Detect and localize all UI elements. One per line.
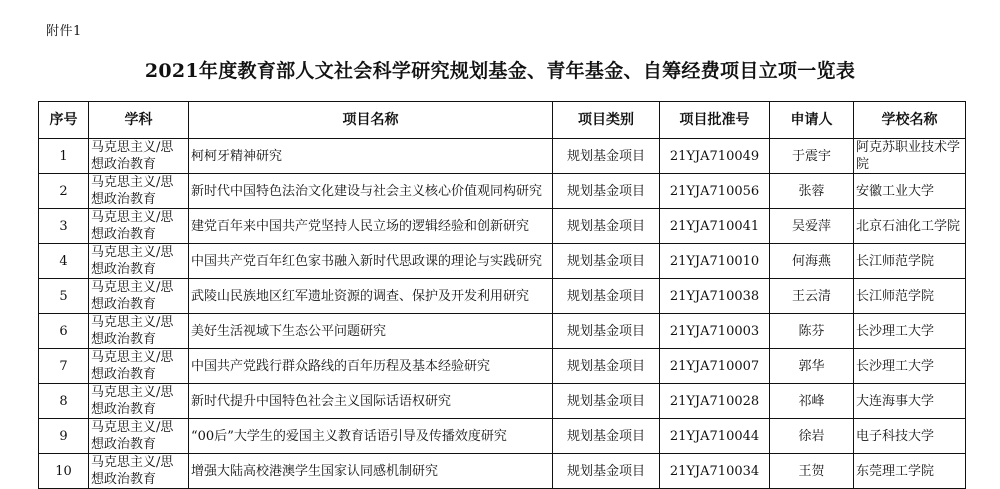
cell-project-type-text: 规划基金项目 <box>566 323 645 339</box>
cell-subject-text: 马克思主义/思想政治教育 <box>91 140 174 172</box>
cell-project-name <box>189 314 553 349</box>
cell-subject-text: 马克思主义/思想政治教育 <box>91 245 174 277</box>
cell-school-text: 长江师范学院 <box>856 288 935 304</box>
cell-project-name-text: 柯柯牙精神研究 <box>191 148 283 164</box>
cell-school <box>854 349 966 384</box>
header-school: 学校名称 <box>854 102 966 139</box>
cell-num <box>39 244 89 279</box>
cell-project-name-text: 建党百年来中国共产党坚持人民立场的逻辑经验和创新研究 <box>191 218 530 234</box>
cell-subject-text: 马克思主义/思想政治教育 <box>91 455 174 487</box>
cell-school <box>854 384 966 419</box>
table-row <box>39 279 966 314</box>
cell-approval-number <box>660 419 770 454</box>
cell-applicant-text: 祁峰 <box>798 393 825 409</box>
cell-approval-number-text: 21YJA710010 <box>669 253 760 269</box>
cell-subject <box>89 384 189 419</box>
cell-school <box>854 174 966 209</box>
cell-project-name <box>189 139 553 174</box>
cell-subject-text: 马克思主义/思想政治教育 <box>91 385 174 417</box>
cell-subject-text: 马克思主义/思想政治教育 <box>91 315 174 347</box>
cell-num-text: 4 <box>59 253 68 269</box>
cell-project-type <box>553 279 660 314</box>
cell-num-text: 10 <box>55 463 72 479</box>
cell-project-type-text: 规划基金项目 <box>566 218 645 234</box>
cell-approval-number-text: 21YJA710038 <box>669 288 760 304</box>
cell-approval-number <box>660 174 770 209</box>
cell-project-type-text: 规划基金项目 <box>566 288 645 304</box>
cell-applicant-text: 王贺 <box>798 463 825 479</box>
cell-subject-text: 马克思主义/思想政治教育 <box>91 350 174 382</box>
table-row <box>39 244 966 279</box>
table-row <box>39 139 966 174</box>
attachment-label: 附件1 <box>46 24 82 39</box>
cell-project-type-text: 规划基金项目 <box>566 148 645 164</box>
cell-num <box>39 139 89 174</box>
cell-subject <box>89 139 189 174</box>
header-type: 项目类别 <box>553 102 660 139</box>
cell-subject <box>89 209 189 244</box>
table-row <box>39 209 966 244</box>
cell-num <box>39 314 89 349</box>
cell-subject <box>89 314 189 349</box>
cell-project-name <box>189 279 553 314</box>
cell-school <box>854 454 966 489</box>
cell-project-type <box>553 244 660 279</box>
cell-approval-number-text: 21YJA710041 <box>669 218 760 234</box>
table-body <box>39 139 966 489</box>
cell-subject-text: 马克思主义/思想政治教育 <box>91 280 174 312</box>
cell-project-type <box>553 454 660 489</box>
cell-school <box>854 209 966 244</box>
cell-project-type <box>553 209 660 244</box>
cell-applicant-text: 郭华 <box>798 358 825 374</box>
cell-project-type-text: 规划基金项目 <box>566 253 645 269</box>
cell-applicant <box>770 314 854 349</box>
cell-subject-text: 马克思主义/思想政治教育 <box>91 210 174 242</box>
cell-applicant <box>770 174 854 209</box>
table-row <box>39 454 966 489</box>
cell-num <box>39 209 89 244</box>
cell-project-type <box>553 174 660 209</box>
cell-school <box>854 244 966 279</box>
cell-approval-number-text: 21YJA710049 <box>669 148 760 164</box>
cell-project-type <box>553 314 660 349</box>
cell-applicant <box>770 209 854 244</box>
cell-project-type-text: 规划基金项目 <box>566 393 645 409</box>
cell-project-type-text: 规划基金项目 <box>566 358 645 374</box>
cell-approval-number-text: 21YJA710044 <box>669 428 760 444</box>
cell-applicant-text: 张蓉 <box>798 183 825 199</box>
page-title: 2021年度教育部人文社会科学研究规划基金、青年基金、自筹经费项目立项一览表 <box>144 60 856 82</box>
cell-num <box>39 419 89 454</box>
cell-approval-number <box>660 139 770 174</box>
cell-applicant-text: 王云清 <box>791 288 831 304</box>
cell-project-type <box>553 419 660 454</box>
cell-project-name-text: 中国共产党践行群众路线的百年历程及基本经验研究 <box>191 358 491 374</box>
cell-project-type-text: 规划基金项目 <box>566 463 645 479</box>
cell-project-name <box>189 384 553 419</box>
table-row <box>39 349 966 384</box>
cell-approval-number <box>660 349 770 384</box>
cell-approval-number-text: 21YJA710003 <box>669 323 760 339</box>
cell-school <box>854 279 966 314</box>
cell-approval-number-text: 21YJA710034 <box>669 463 760 479</box>
table-row <box>39 174 966 209</box>
cell-num <box>39 384 89 419</box>
cell-project-name <box>189 419 553 454</box>
cell-approval-number <box>660 314 770 349</box>
table-row <box>39 384 966 419</box>
cell-school <box>854 314 966 349</box>
cell-project-name-text: 新时代中国特色法治文化建设与社会主义核心价值观同构研究 <box>191 183 543 199</box>
cell-project-name-text: 增强大陆高校港澳学生国家认同感机制研究 <box>191 463 439 479</box>
cell-project-name <box>189 174 553 209</box>
cell-subject-text: 马克思主义/思想政治教育 <box>91 420 174 452</box>
cell-applicant <box>770 244 854 279</box>
cell-num-text: 6 <box>59 323 68 339</box>
cell-approval-number <box>660 244 770 279</box>
table-header-row <box>39 102 966 139</box>
cell-project-name-text: 新时代提升中国特色社会主义国际话语权研究 <box>191 393 452 409</box>
cell-applicant-text: 于震宇 <box>791 148 831 164</box>
header-num: 序号 <box>39 102 89 139</box>
cell-subject-text: 马克思主义/思想政治教育 <box>91 175 174 207</box>
cell-num-text: 8 <box>59 393 68 409</box>
cell-school-text: 东莞理工学院 <box>856 463 935 479</box>
header-person: 申请人 <box>770 102 854 139</box>
cell-subject <box>89 279 189 314</box>
cell-school <box>854 419 966 454</box>
cell-num <box>39 349 89 384</box>
cell-project-name-text: 武陵山民族地区红军遗址资源的调查、保护及开发利用研究 <box>191 288 530 304</box>
cell-applicant <box>770 384 854 419</box>
cell-school-text: 北京石油化工学院 <box>856 218 961 234</box>
cell-school-text: 电子科技大学 <box>856 428 935 444</box>
cell-project-type <box>553 139 660 174</box>
cell-applicant <box>770 349 854 384</box>
cell-project-name-text: 中国共产党百年红色家书融入新时代思政课的理论与实践研究 <box>191 253 543 269</box>
cell-approval-number-text: 21YJA710028 <box>669 393 760 409</box>
cell-subject <box>89 174 189 209</box>
cell-school-text: 长江师范学院 <box>856 253 935 269</box>
cell-approval-number-text: 21YJA710056 <box>669 183 760 199</box>
cell-school-text: 长沙理工大学 <box>856 358 935 374</box>
cell-num-text: 9 <box>59 428 68 444</box>
cell-subject <box>89 349 189 384</box>
cell-project-name <box>189 209 553 244</box>
cell-applicant <box>770 139 854 174</box>
cell-project-name-text: 美好生活视域下生态公平问题研究 <box>191 323 387 339</box>
cell-project-name <box>189 349 553 384</box>
cell-subject <box>89 454 189 489</box>
cell-num-text: 5 <box>59 288 68 304</box>
header-code: 项目批准号 <box>660 102 770 139</box>
cell-num <box>39 279 89 314</box>
cell-num-text: 7 <box>59 358 68 374</box>
cell-num-text: 3 <box>59 218 68 234</box>
cell-num <box>39 174 89 209</box>
project-table <box>38 101 966 489</box>
cell-school-text: 安徽工业大学 <box>856 183 935 199</box>
cell-school-text: 大连海事大学 <box>856 393 935 409</box>
header-name: 项目名称 <box>189 102 553 139</box>
table-row <box>39 419 966 454</box>
cell-school-text: 长沙理工大学 <box>856 323 935 339</box>
header-subject: 学科 <box>89 102 189 139</box>
cell-school <box>854 139 966 174</box>
cell-approval-number <box>660 209 770 244</box>
cell-approval-number <box>660 454 770 489</box>
cell-applicant-text: 陈芬 <box>798 323 825 339</box>
cell-project-type <box>553 349 660 384</box>
cell-project-name <box>189 244 553 279</box>
cell-approval-number <box>660 384 770 419</box>
cell-num-text: 1 <box>59 148 68 164</box>
cell-project-type-text: 规划基金项目 <box>566 428 645 444</box>
cell-applicant <box>770 279 854 314</box>
cell-applicant-text: 徐岩 <box>798 428 825 444</box>
cell-project-name-text: “00后”大学生的爱国主义教育话语引导及传播效度研究 <box>191 428 507 444</box>
cell-project-name <box>189 454 553 489</box>
cell-project-type <box>553 384 660 419</box>
cell-subject <box>89 419 189 454</box>
cell-approval-number-text: 21YJA710007 <box>669 358 760 374</box>
cell-subject <box>89 244 189 279</box>
cell-applicant-text: 何海燕 <box>791 253 831 269</box>
cell-num-text: 2 <box>59 183 68 199</box>
table-row <box>39 314 966 349</box>
cell-applicant <box>770 454 854 489</box>
cell-num <box>39 454 89 489</box>
cell-approval-number <box>660 279 770 314</box>
cell-applicant <box>770 419 854 454</box>
cell-project-type-text: 规划基金项目 <box>566 183 645 199</box>
cell-applicant-text: 吴爱萍 <box>791 218 831 234</box>
cell-school-text: 阿克苏职业技术学院 <box>856 140 961 172</box>
